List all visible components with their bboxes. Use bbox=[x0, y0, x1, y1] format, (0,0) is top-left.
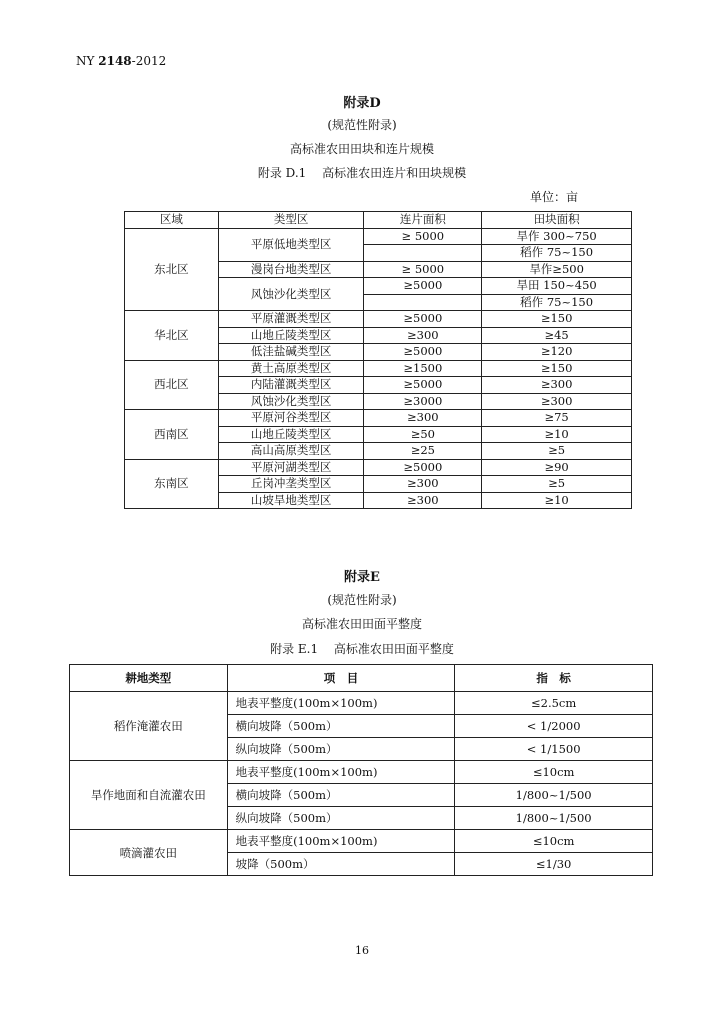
contiguous-cell: ≥1500 bbox=[364, 360, 482, 377]
contiguous-cell: ≥3000 bbox=[364, 393, 482, 410]
table-row bbox=[125, 311, 632, 328]
type-cell: 黄土高原类型区 bbox=[218, 360, 364, 377]
type-cell: 平原低地类型区 bbox=[218, 228, 364, 261]
type-cell: 低洼盐碱类型区 bbox=[218, 344, 364, 361]
item-cell: 坡降（500m） bbox=[227, 853, 455, 876]
region-cell: 东南区 bbox=[125, 459, 219, 509]
type-cell: 高山高原类型区 bbox=[218, 443, 364, 460]
region-cell: 华北区 bbox=[125, 311, 219, 361]
appendix-d-title: 附录D bbox=[343, 96, 381, 111]
table-header-row bbox=[125, 212, 632, 229]
plot-cell: ≥75 bbox=[482, 410, 632, 427]
region-cell: 西南区 bbox=[125, 410, 219, 460]
item-cell: 纵向坡降（500m） bbox=[227, 738, 455, 761]
type-cell: 风蚀沙化类型区 bbox=[218, 278, 364, 311]
contiguous-cell: ≥5000 bbox=[364, 377, 482, 394]
value-cell: 1/800~1/500 bbox=[455, 784, 653, 807]
value-cell: 1/800~1/500 bbox=[455, 807, 653, 830]
value-cell: ≤1/30 bbox=[455, 853, 653, 876]
table-row bbox=[125, 360, 632, 377]
table-d1 bbox=[124, 211, 632, 509]
type-cell: 丘岗冲垄类型区 bbox=[218, 476, 364, 493]
plot-cell: ≥10 bbox=[482, 426, 632, 443]
type-cell: 平原灌溉类型区 bbox=[218, 311, 364, 328]
land-type-cell: 稻作淹灌农田 bbox=[70, 692, 228, 761]
plot-cell: 稻作 75~150 bbox=[482, 245, 632, 262]
contiguous-cell: ≥ 5000 bbox=[364, 261, 482, 278]
contiguous-cell-empty bbox=[364, 294, 482, 311]
appendix-e-subtitle: 高标准农田田面平整度 bbox=[301, 617, 422, 631]
value-cell: ≤10cm bbox=[455, 761, 653, 784]
value-cell: < 1/1500 bbox=[455, 738, 653, 761]
header-plot-area: 田块面积 bbox=[482, 212, 632, 229]
appendix-d-nature: (规范性附录) bbox=[327, 118, 397, 132]
contiguous-cell: ≥300 bbox=[364, 327, 482, 344]
appendix-e-nature: (规范性附录) bbox=[327, 593, 397, 607]
plot-cell: ≥10 bbox=[482, 492, 632, 509]
type-cell: 山坡旱地类型区 bbox=[218, 492, 364, 509]
region-cell: 东北区 bbox=[125, 228, 219, 311]
land-type-cell: 旱作地面和自流灌农田 bbox=[70, 761, 228, 830]
plot-cell: 旱作≥500 bbox=[482, 261, 632, 278]
type-cell: 山地丘陵类型区 bbox=[218, 327, 364, 344]
plot-cell: ≥5 bbox=[482, 476, 632, 493]
plot-cell: ≥150 bbox=[482, 360, 632, 377]
value-cell: ≤10cm bbox=[455, 830, 653, 853]
type-cell: 山地丘陵类型区 bbox=[218, 426, 364, 443]
plot-cell: ≥150 bbox=[482, 311, 632, 328]
table-row bbox=[125, 410, 632, 427]
header-region: 区域 bbox=[125, 212, 219, 229]
header-indicator: 指 标 bbox=[455, 665, 653, 692]
value-cell: < 1/2000 bbox=[455, 715, 653, 738]
contiguous-cell: ≥5000 bbox=[364, 344, 482, 361]
standard-prefix: NY bbox=[76, 54, 95, 68]
table-row bbox=[70, 761, 653, 784]
contiguous-cell-empty bbox=[364, 245, 482, 262]
table-e1-caption: 附录 E.1 高标准农田田面平整度 bbox=[270, 642, 454, 656]
table-row bbox=[70, 692, 653, 715]
land-type-cell: 喷滴灌农田 bbox=[70, 830, 228, 876]
plot-cell: 旱作 300~750 bbox=[482, 228, 632, 245]
appendix-d-subtitle: 高标准农田田块和连片规模 bbox=[289, 142, 434, 156]
contiguous-cell: ≥5000 bbox=[364, 459, 482, 476]
plot-cell: 稻作 75~150 bbox=[482, 294, 632, 311]
table-row bbox=[125, 228, 632, 245]
type-cell: 漫岗台地类型区 bbox=[218, 261, 364, 278]
type-cell: 内陆灌溉类型区 bbox=[218, 377, 364, 394]
appendix-e-title: 附录E bbox=[344, 570, 380, 585]
table-d1-caption: 附录 D.1 高标准农田连片和田块规模 bbox=[257, 166, 467, 180]
table-e1 bbox=[69, 664, 653, 876]
item-cell: 地表平整度(100m×100m) bbox=[227, 830, 455, 853]
table-row bbox=[125, 459, 632, 476]
standard-number: 2148 bbox=[98, 54, 132, 68]
item-cell: 横向坡降（500m） bbox=[227, 784, 455, 807]
page-number: 16 bbox=[355, 944, 369, 957]
plot-cell: ≥300 bbox=[482, 393, 632, 410]
contiguous-cell: ≥5000 bbox=[364, 311, 482, 328]
standard-year: -2012 bbox=[131, 54, 167, 68]
value-cell: ≤2.5cm bbox=[455, 692, 653, 715]
plot-cell: ≥90 bbox=[482, 459, 632, 476]
contiguous-cell: ≥ 5000 bbox=[364, 228, 482, 245]
contiguous-cell: ≥300 bbox=[364, 492, 482, 509]
contiguous-cell: ≥300 bbox=[364, 476, 482, 493]
header-contiguous-area: 连片面积 bbox=[364, 212, 482, 229]
plot-cell: ≥45 bbox=[482, 327, 632, 344]
item-cell: 地表平整度(100m×100m) bbox=[227, 761, 455, 784]
contiguous-cell: ≥25 bbox=[364, 443, 482, 460]
table-header-row bbox=[70, 665, 653, 692]
region-cell: 西北区 bbox=[125, 360, 219, 410]
type-cell: 风蚀沙化类型区 bbox=[218, 393, 364, 410]
item-cell: 地表平整度(100m×100m) bbox=[227, 692, 455, 715]
plot-cell: ≥300 bbox=[482, 377, 632, 394]
plot-cell: ≥120 bbox=[482, 344, 632, 361]
plot-cell: 旱田 150~450 bbox=[482, 278, 632, 295]
type-cell: 平原河谷类型区 bbox=[218, 410, 364, 427]
header-type: 类型区 bbox=[218, 212, 364, 229]
item-cell: 纵向坡降（500m） bbox=[227, 807, 455, 830]
unit-label: 单位：亩 bbox=[530, 190, 579, 204]
item-cell: 横向坡降（500m） bbox=[227, 715, 455, 738]
contiguous-cell: ≥300 bbox=[364, 410, 482, 427]
type-cell: 平原河湖类型区 bbox=[218, 459, 364, 476]
table-row bbox=[70, 830, 653, 853]
document-header bbox=[76, 54, 166, 68]
contiguous-cell: ≥5000 bbox=[364, 278, 482, 295]
contiguous-cell: ≥50 bbox=[364, 426, 482, 443]
header-item: 项 目 bbox=[227, 665, 455, 692]
header-land-type: 耕地类型 bbox=[70, 665, 228, 692]
plot-cell: ≥5 bbox=[482, 443, 632, 460]
